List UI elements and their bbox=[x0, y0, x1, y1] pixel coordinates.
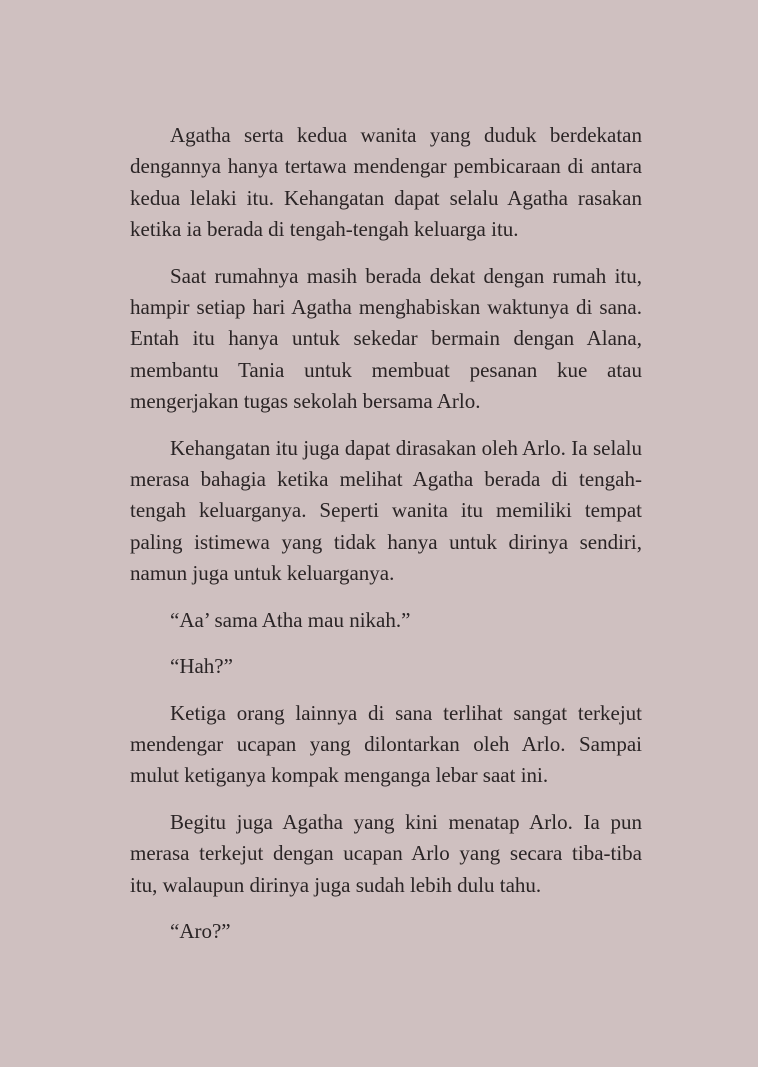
paragraph-3: Kehangatan itu juga dapat dirasakan oleh Arlo. Ia selalu merasa bahagia ketika melihat Agatha berada di tengah-tengah keluarganya. Seperti wanita itu memiliki tempat paling istimewa yang tidak hanya untuk dirinya sendiri, namun juga untuk keluarganya. bbox=[130, 435, 642, 586]
book-page-text bbox=[130, 120, 642, 962]
dialog-line-3: “Aro?” bbox=[170, 918, 231, 943]
dialog-line-1: “Aa’ sama Atha mau nikah.” bbox=[170, 607, 411, 632]
paragraph-5: Begitu juga Agatha yang kini menatap Arlo. Ia pun merasa terkejut dengan ucapan Arlo yang secara tiba-tiba itu, walaupun dirinya juga sudah lebih dulu tahu. bbox=[130, 809, 642, 897]
dialog-line-2: “Hah?” bbox=[170, 654, 233, 679]
paragraph-2: Saat rumahnya masih berada dekat dengan rumah itu, hampir setiap hari Agatha menghabiskan waktunya di sana. Entah itu hanya untuk sekedar bermain dengan Alana, membantu Tania untuk membuat pesanan kue atau mengerjakan tugas sekolah bersama Arlo. bbox=[130, 263, 642, 414]
paragraph-1: Agatha serta kedua wanita yang duduk berdekatan dengannya hanya tertawa mendengar pembicaraan di antara kedua lelaki itu. Kehangatan dapat selalu Agatha rasakan ketika ia berada di tengah-tengah keluarga itu. bbox=[130, 123, 642, 242]
paragraph-4: Ketiga orang lainnya di sana terlihat sangat terkejut mendengar ucapan yang dilontarkan oleh Arlo. Sampai mulut ketiganya kompak menganga lebar saat ini. bbox=[130, 700, 642, 788]
